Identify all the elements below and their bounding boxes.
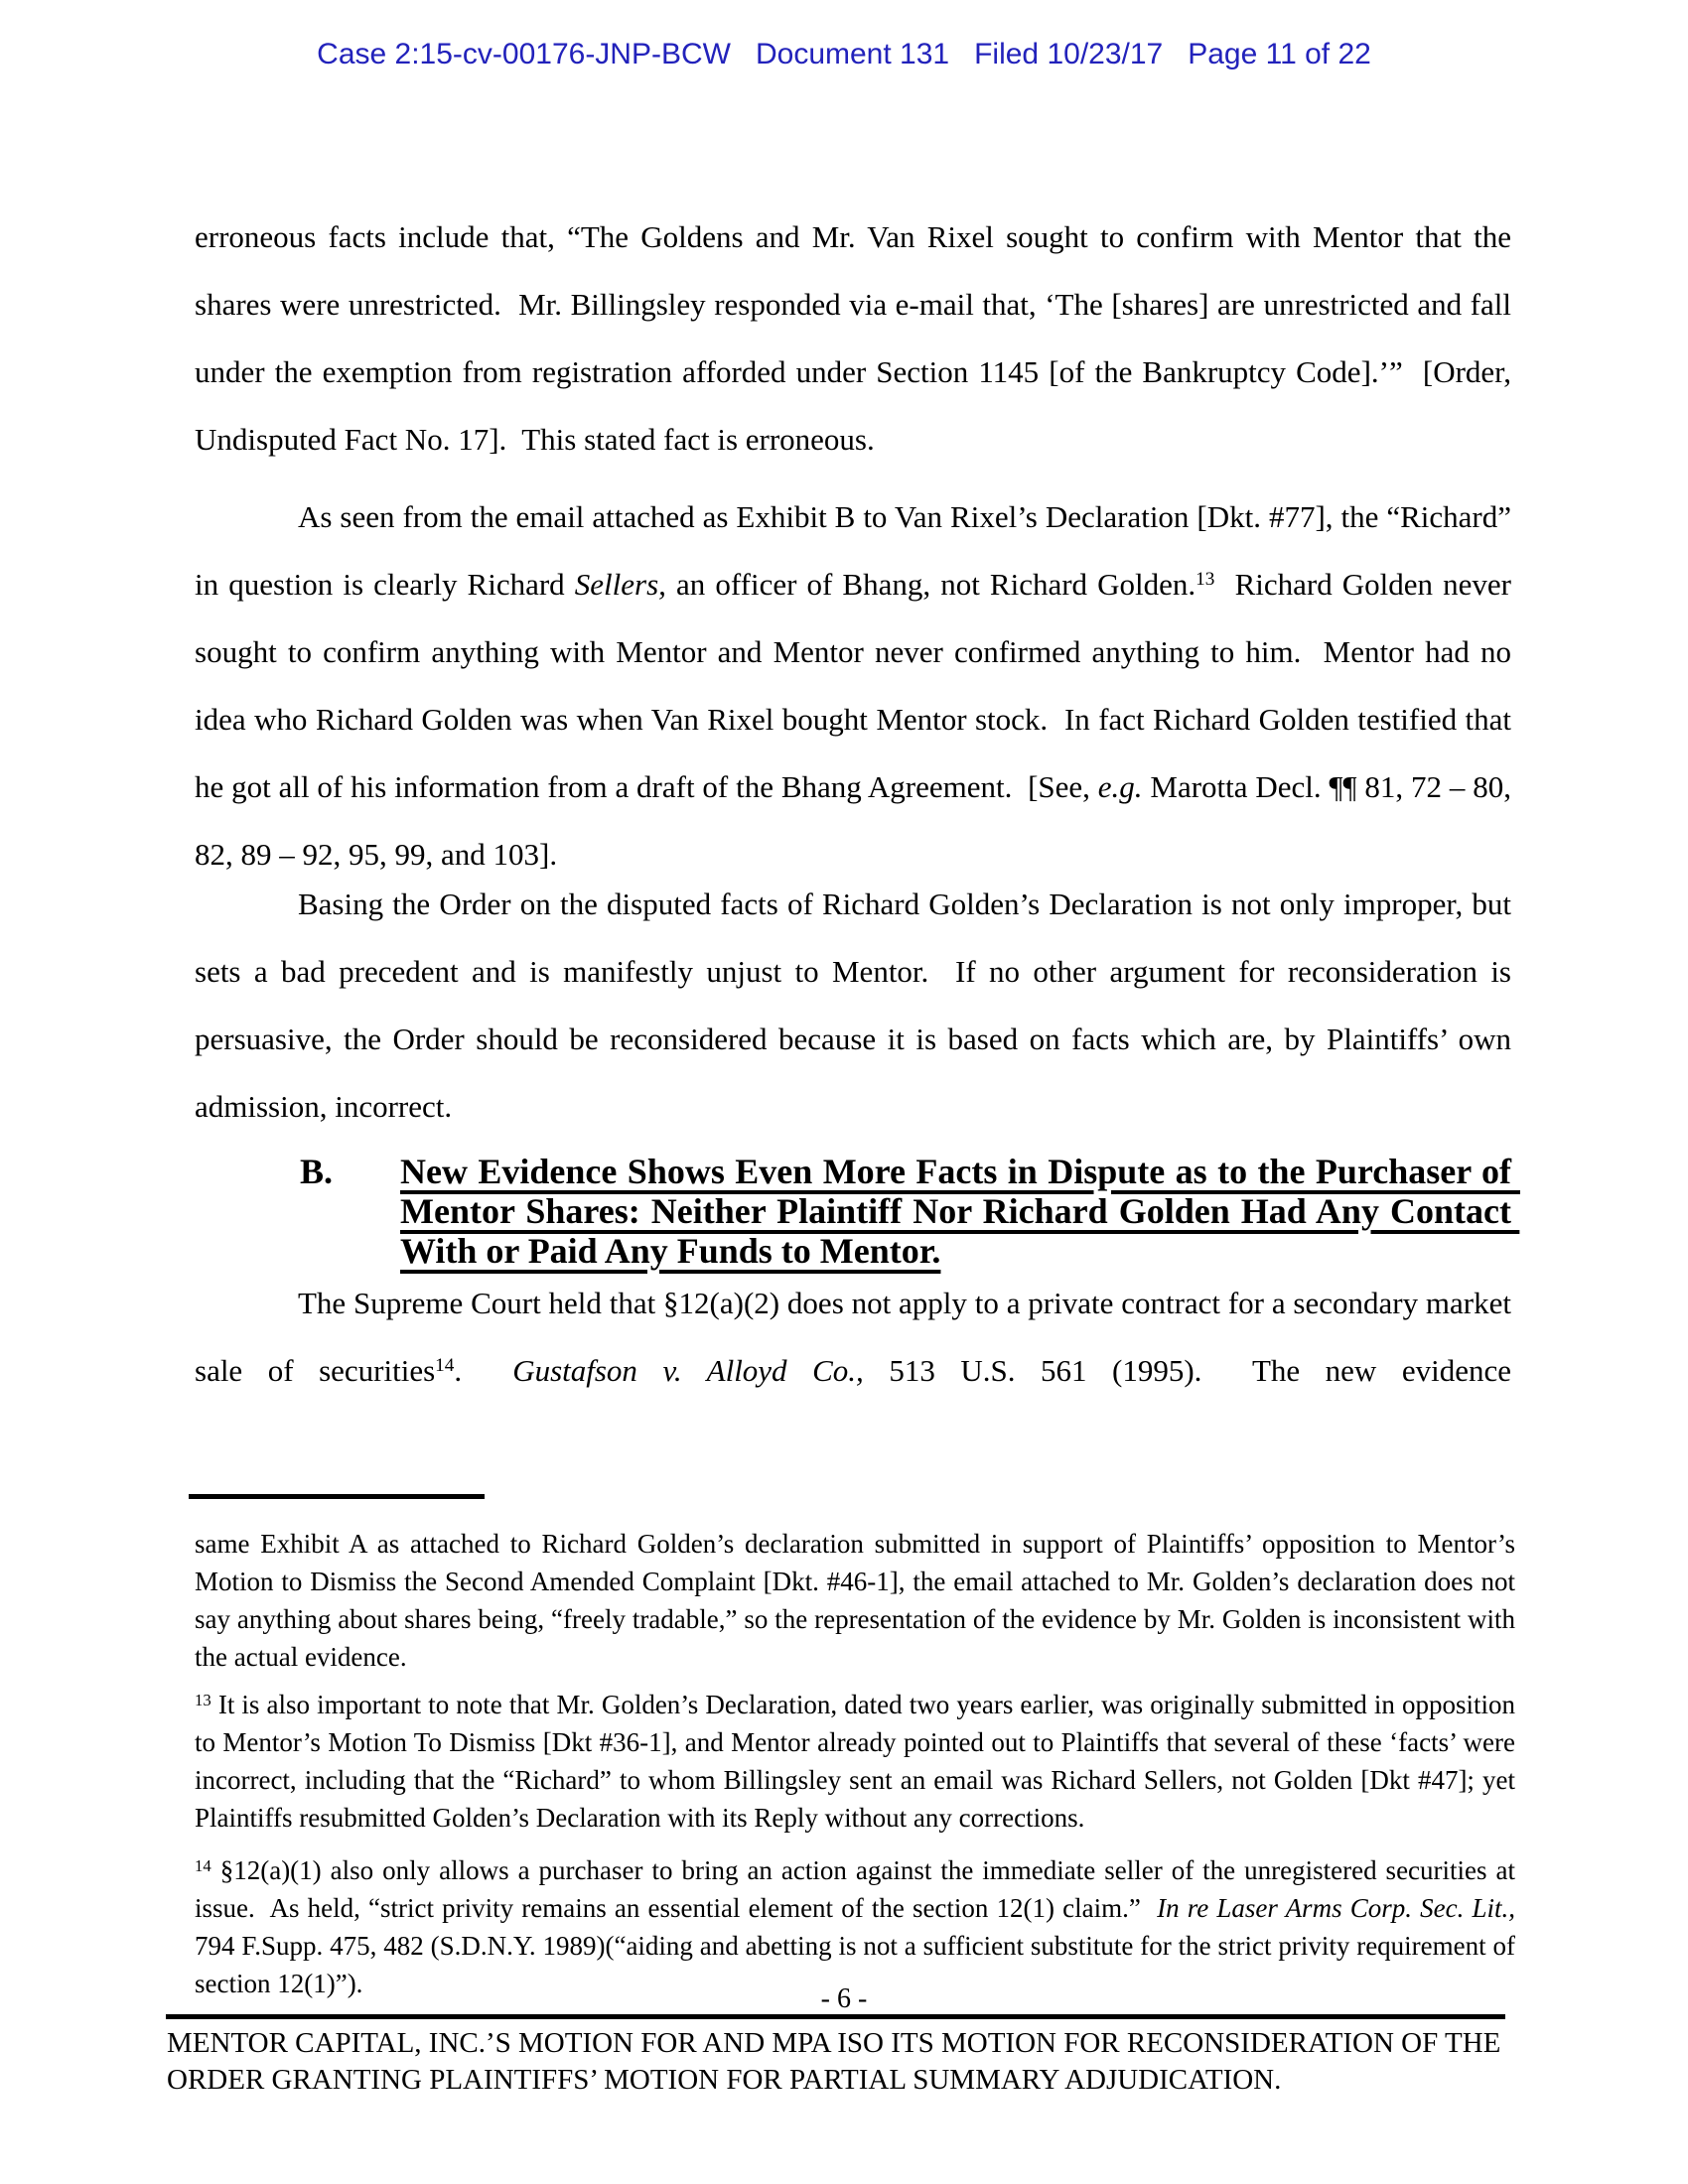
body-paragraph-4: The Supreme Court held that §12(a)(2) does not apply to a private contract for a secondary market sale of securities$^{14}$. Gustafson v. Alloyd Co., 513 U.S. 561 (1995). The new evidence (195, 1286, 1519, 1388)
section-heading-text: New Evidence Shows Even More Facts in Dispute as to the Purchaser of Mentor Shares: Neither Plaintiff Nor Richard Golden Had Any Contact With or Paid Any Funds to Mentor. (400, 1152, 1520, 1271)
body-paragraph-3: Basing the Order on the disputed facts of Richard Golden’s Declaration is not only improper, but sets a bad precedent and is manifestly unjust to Mentor. If no other argument for reconsideration is persuasive, the Order should be reconsidered because it is based on facts which are, by Plaintiffs’ own admission, incorrect. (195, 887, 1519, 1124)
footer-title: MENTOR CAPITAL, INC.’S MOTION FOR AND MPA ISO ITS MOTION FOR RECONSIDERATION OF THE ORDER GRANTING PLAINTIFFS’ MOTION FOR PARTIAL SUMMARY ADJUDICATION. (167, 2027, 1508, 2096)
body-paragraph-2: As seen from the email attached as Exhibit B to Van Rixel’s Declaration [Dkt. #77], the “Richard” in question is clearly Richard Sellers, an officer of Bhang, not Richard Golden.$^{13}$ Richard Golden never sought to confirm anything with Mentor and Mentor never confirmed anything to him. Mentor had no idea who Richard Golden was when Van Rixel bought Mentor stock. In fact Richard Golden testified that he got all of his information from a draft of the Bhang Agreement. [See, e.g. Marotta Decl. ¶¶ 81, 72 – 80, 82, 89 – 92, 95, 99, and 103]. (195, 499, 1519, 872)
section-heading-label: B. (300, 1152, 334, 1191)
footnote-14: $^{14}$ §12(a)(1) also only allows a purchaser to bring an action against the immediate seller of the unregistered securities at issue. As held, “strict privity remains an essential element of the section 12(1) claim.” In re Laser Arms Corp. Sec. Lit., 794 F.Supp. 475, 482 (S.D.N.Y. 1989)(“aiding and abetting is not a sufficient substitute for the strict privity requirement of section 12(1)”). (195, 1855, 1522, 1998)
footnote-13: $^{13}$ It is also important to note that Mr. Golden’s Declaration, dated two years earlier, was originally submitted in opposition to Mentor’s Motion To Dismiss [Dkt #36-1], and Mentor already pointed out to Plaintiffs that several of these ‘facts’ were incorrect, including that the “Richard” to whom Billingsley sent an email was Richard Sellers, not Golden [Dkt #47]; yet Plaintiffs resubmitted Golden’s Declaration with its Reply without any corrections. (195, 1690, 1522, 1833)
case-caption-header: Case 2:15-cv-00176-JNP-BCW Document 131 Filed 10/23/17 Page 11 of 22 (317, 38, 1371, 70)
body-paragraph-1: erroneous facts include that, “The Goldens and Mr. Van Rixel sought to confirm with Mentor that the shares were unrestricted. Mr. Billingsley responded via e-mail that, ‘The [shares] are unrestricted and fall under the exemption from registration afforded under Section 1145 [of the Bankruptcy Code].’” [Order, Undisputed Fact No. 17]. This stated fact is erroneous. (195, 219, 1519, 457)
section-heading-b (195, 1152, 1520, 1271)
page-number: - 6 - (820, 1983, 868, 2014)
footnote-12-continuation: same Exhibit A as attached to Richard Golden’s declaration submitted in support of Plaintiffs’ opposition to Mentor’s Motion to Dismiss the Second Amended Complaint [Dkt. #46-1], the email attached to Mr. Golden’s declaration does not say anything about shares being, “freely tradable,” so the representation of the evidence by Mr. Golden is inconsistent with the actual evidence. (195, 1529, 1522, 1672)
footnote-separator-rule (189, 1494, 485, 1499)
footer-rule (166, 2014, 1505, 2019)
